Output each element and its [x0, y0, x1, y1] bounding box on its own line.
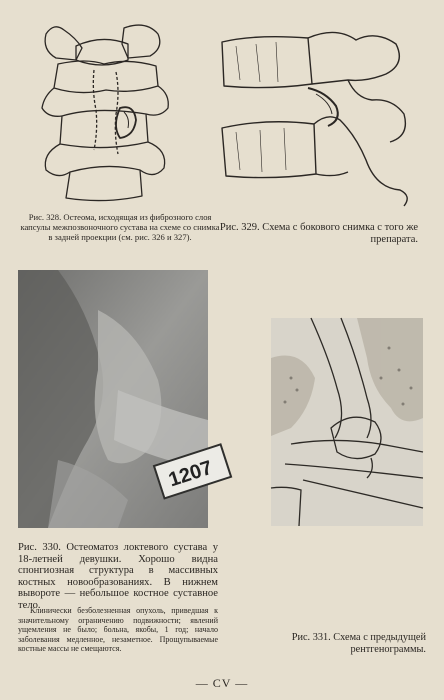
vertebrae-lateral-schematic: [216, 20, 416, 210]
figure-329-caption: Рис. 329. Схема с бокового снимка с того же препарата.: [219, 222, 418, 245]
film-marking-text: 1207: [165, 456, 216, 492]
figure-330-clinical-note: Клинически безболезненная опухоль, приведшая к значительному ограничению подвижности; явлений ущемления не было; больна, якобы, 1 год; начало заболевания медленное, незаметное. Прощупываемые костные массы не смещаются.: [18, 606, 218, 654]
elbow-schematic-image: [271, 318, 423, 526]
elbow-radiograph-image: [18, 270, 216, 528]
page-number: — CV —: [195, 676, 249, 690]
vertebrae-posterior-schematic: [36, 20, 176, 205]
figure-328-drawing: [36, 20, 176, 205]
figure-331-caption: Рис. 331. Схема с предыдущей рентгенограммы.: [291, 632, 426, 655]
figure-328-caption: Рис. 328. Остеома, исходящая из фиброзного слоя капсулы межпозвоночного сустава на схеме со снимка в задней проекции (см. рис. 326 и 327).: [20, 212, 220, 242]
figure-331-schematic: [271, 318, 423, 526]
figure-330-caption: Рис. 330. Остеоматоз локтевого сустава у 18-летней девушки. Хорошо видна спонгиозная структура в массивных костных новообразованиях. В нижнем вывороте — небольшое костное суставное тело.: [18, 542, 218, 611]
figure-330-radiograph: [18, 270, 216, 528]
figure-329-drawing: [216, 20, 416, 210]
